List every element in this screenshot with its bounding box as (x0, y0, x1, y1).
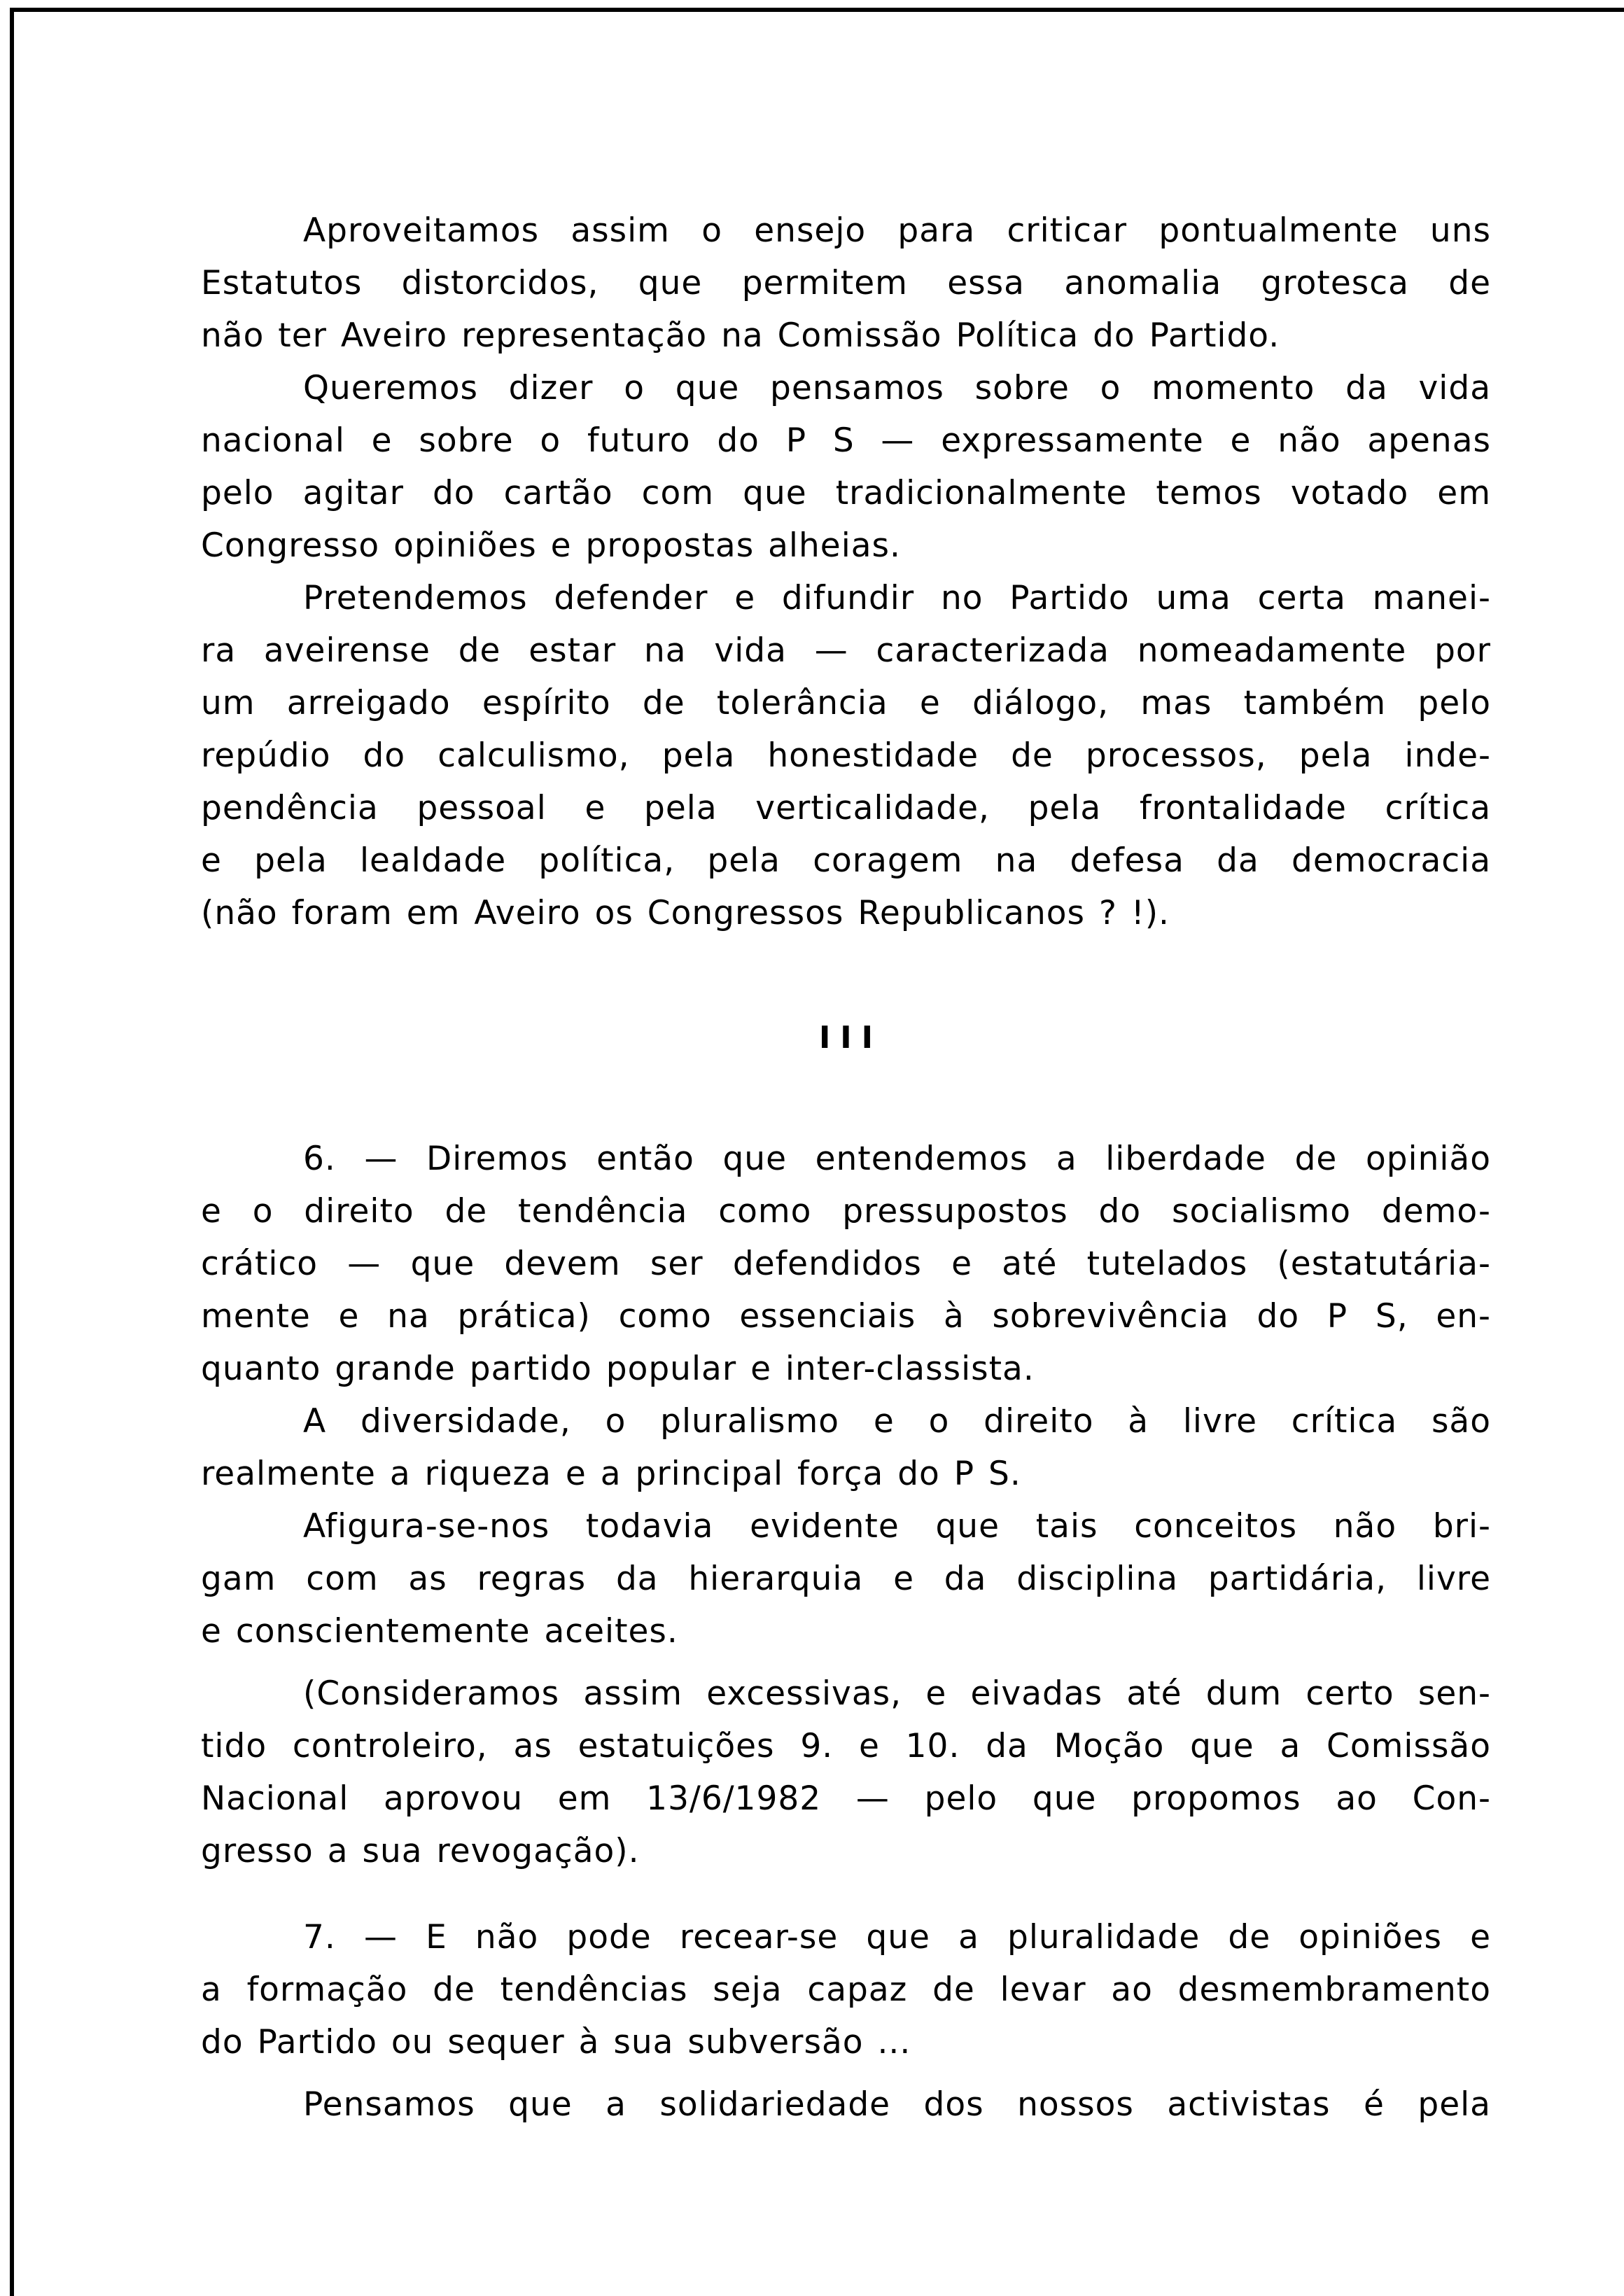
paragraph (201, 1133, 1491, 1395)
text-line: (Consideramos assim excessivas, e eivadas até dum certo sen- (303, 1674, 1491, 1713)
text-line: e pela lealdade política, pela coragem na defesa da democracia (201, 841, 1491, 880)
text-line: gam com as regras da hierarquia e da disciplina partidária, livre (201, 1560, 1491, 1598)
section-heading: III (818, 1020, 883, 1056)
text-line: gresso a sua revogação). (201, 1832, 640, 1870)
text-line: crático — que devem ser defendidos e até tutelados (estatutária- (201, 1245, 1491, 1283)
paragraph (201, 1500, 1491, 1658)
paragraph (201, 1395, 1491, 1500)
text-line: 6. — Diremos então que entendemos a liberdade de opinião (303, 1140, 1491, 1178)
paragraph (201, 1667, 1491, 1877)
text-line: um arreigado espírito de tolerância e diálogo, mas também pelo (201, 684, 1491, 722)
text-line: Nacional aprovou em 13/6/1982 — pelo que propomos ao Con- (201, 1779, 1491, 1818)
text-line: Congresso opiniões e propostas alheias. (201, 526, 901, 565)
text-line: Aproveitamos assim o ensejo para criticar pontualmente uns (303, 211, 1491, 250)
text-line: quanto grande partido popular e inter-classista. (201, 1350, 1035, 1388)
text-line: mente e na prática) como essenciais à sobrevivência do P S, en- (201, 1297, 1491, 1336)
text-line: do Partido ou sequer à sua subversão ... (201, 2023, 911, 2062)
text-line: pendência pessoal e pela verticalidade, pela frontalidade crítica (201, 789, 1491, 827)
page-border-left (10, 8, 14, 2296)
text-line: e conscientemente aceites. (201, 1612, 678, 1651)
text-line: tido controleiro, as estatuições 9. e 10. da Moção que a Comissão (201, 1727, 1491, 1765)
text-line: repúdio do calculismo, pela honestidade de processos, pela inde- (201, 736, 1491, 775)
text-line: 7. — E não pode recear-se que a pluralidade de opiniões e (303, 1918, 1491, 1956)
text-line: (não foram em Aveiro os Congressos Republicanos ? !). (201, 894, 1170, 932)
paragraph (201, 204, 1491, 362)
text-line: pelo agitar do cartão com que tradicionalmente temos votado em (201, 474, 1491, 512)
text-line: A diversidade, o pluralismo e o direito à livre crítica são (303, 1402, 1491, 1441)
text-line: Queremos dizer o que pensamos sobre o momento da vida (303, 369, 1491, 407)
text-line: Afigura-se-nos todavia evidente que tais conceitos não bri- (303, 1507, 1491, 1546)
text-line: ra aveirense de estar na vida — caracterizada nomeadamente por (201, 631, 1491, 670)
text-line: e o direito de tendência como pressupostos do socialismo demo- (201, 1192, 1491, 1231)
text-line: Pretendemos defender e difundir no Partido uma certa manei- (303, 579, 1491, 617)
paragraph (201, 572, 1491, 939)
document-body (201, 204, 1491, 2131)
page-border-top (10, 8, 1624, 12)
text-line: Estatutos distorcidos, que permitem essa anomalia grotesca de (201, 264, 1491, 302)
text-line: não ter Aveiro representação na Comissão Política do Partido. (201, 316, 1280, 355)
text-line: a formação de tendências seja capaz de levar ao desmembramento (201, 1970, 1491, 2009)
paragraph (201, 1911, 1491, 2068)
paragraph (201, 2078, 1491, 2131)
text-line: Pensamos que a solidariedade dos nossos activistas é pela (303, 2085, 1491, 2124)
text-line: nacional e sobre o futuro do P S — expressamente e não apenas (201, 421, 1491, 460)
text-line: realmente a riqueza e a principal força do P S. (201, 1455, 1021, 1493)
paragraph (201, 362, 1491, 572)
